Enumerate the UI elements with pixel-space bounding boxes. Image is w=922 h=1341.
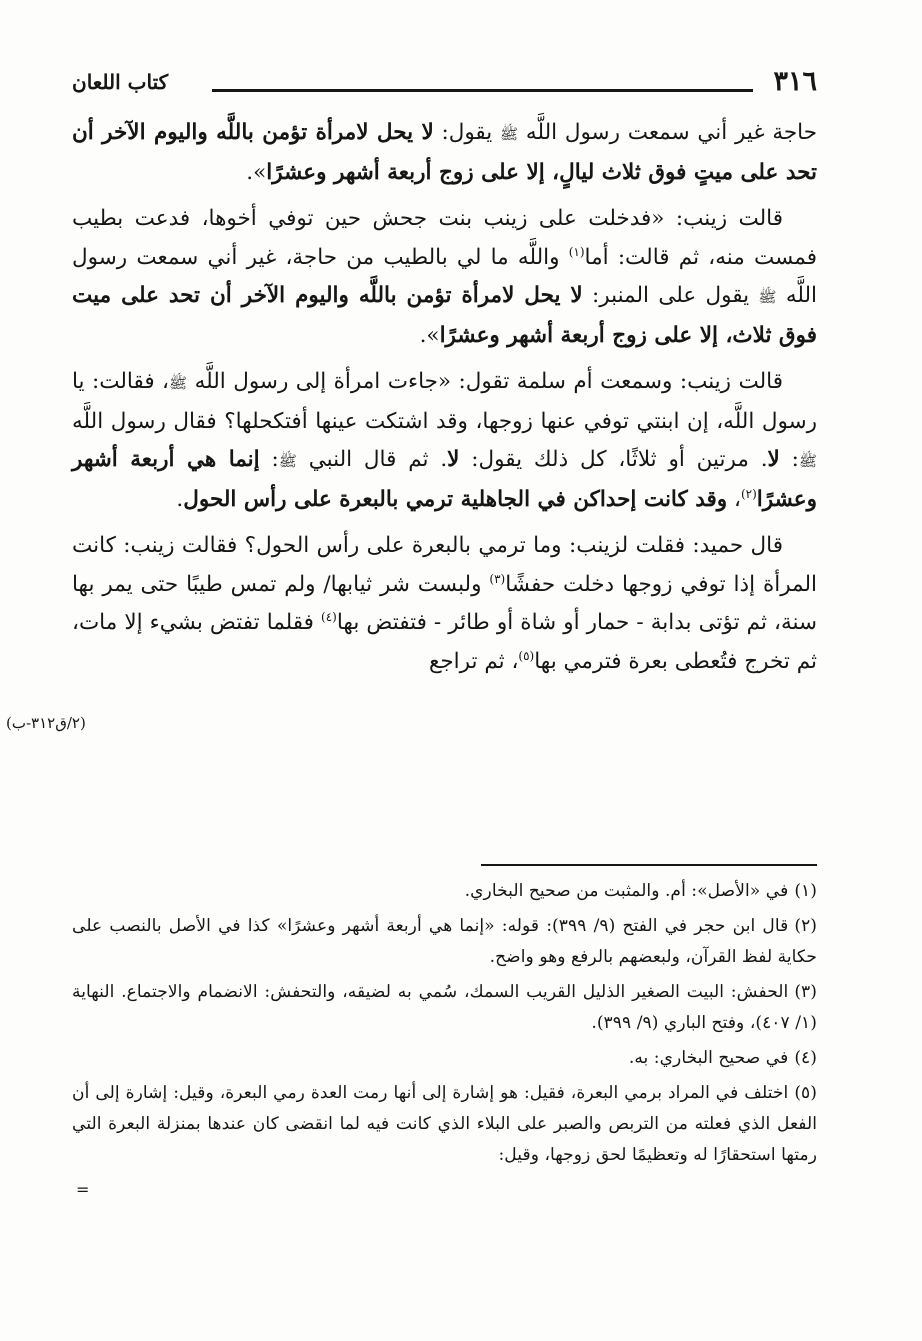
text-run: ، ثم تراجع	[428, 648, 519, 674]
text-run: .	[176, 486, 184, 512]
paragraph-3	[72, 363, 817, 519]
hadith-quote: إنما هي أربعة أشهر وعشرًا	[72, 447, 817, 512]
footnote-text: اختلف في المراد برمي البعرة، فقيل: هو إشارة إلى أنها رمت العدة رمي البعرة، وقيل: إشارة إلى أن الفعل الذي فعلته من التربص والصبر على البلاء الذي كانت فيه لما انقضى كان عندها بمنزلة البعرة التي رمتها استحقارًا له وتعظيمًا لحق زوجها، وقيل:	[72, 1083, 817, 1165]
salutation-glyph: ﷺ	[169, 374, 188, 392]
text-run: ،	[727, 486, 741, 512]
text-run: :	[779, 447, 799, 472]
manuscript-folio-note: (٢/ق٣١٢-ب)	[6, 714, 86, 732]
footnote-item	[72, 1043, 817, 1074]
text-run: . مرتين أو ثلاثًا، كل ذلك يقول:	[459, 447, 768, 472]
continuation-mark: =	[76, 1180, 90, 1199]
text-run: ، فقالت: يا رسول اللَّه، إن ابنتي توفي عنها زوجها، وقد اشتكت عينها أفتكحلها؟ فقال رسول اللَّه	[72, 369, 817, 434]
hadith-quote: وقد كانت إحداكن في الجاهلية ترمي بالبعرة على رأس الحول	[183, 486, 728, 512]
text-run: قالت زينب: «فدخلت على زينب بنت جحش حين توفي أخوها، فدعت بطيب فمست منه، ثم قالت: أما	[72, 206, 818, 270]
footnote-item	[72, 977, 817, 1039]
footnote-item	[72, 876, 817, 907]
footnote-number: (٥)	[794, 1083, 817, 1103]
header-rule	[212, 89, 753, 92]
hadith-quote: لا يحل لامرأة تؤمن باللَّه واليوم الآخر أن تحد على ميتٍ فوق ثلاث ليالٍ، إلا على زوج أربعة أشهر وعشرًا	[72, 120, 817, 185]
text-run: . ثم قال النبي	[308, 447, 448, 472]
text-run: ولبست شر ثيابها/ ولم تمس طيبًا حتى يمر بها سنة، ثم تؤتى بدابة - حمار أو شاة أو طائر - فتفتض بها	[72, 571, 817, 635]
text-run: فقلما تفتض بشيء إلا مات، ثم تخرج فتُعطى بعرة فترمي بها	[72, 610, 817, 674]
footnote-text: في صحيح البخاري: به.	[628, 1048, 789, 1068]
salutation-glyph: ﷺ	[798, 452, 817, 470]
footnote-separator	[481, 864, 817, 866]
text-run: حاجة غير أني سمعت رسول اللَّه	[525, 120, 817, 145]
footnote-item	[72, 911, 817, 973]
page-number: ٣١٦	[773, 66, 817, 97]
main-text	[72, 114, 817, 689]
paragraph-1	[72, 114, 817, 192]
footnote-number: (٤)	[794, 1048, 817, 1068]
footnote-item	[72, 1078, 817, 1171]
text-run: واللَّه ما لي بالطيب من حاجة، غير أني سمعت رسول اللَّه	[72, 244, 818, 308]
text-run: قالت زينب: وسمعت أم سلمة تقول: «جاءت امرأة إلى رسول اللَّه	[194, 369, 783, 394]
hadith-quote: لا	[447, 447, 460, 472]
footnote-ref[interactable]: (٥)	[518, 648, 535, 663]
text-run: يقول:	[433, 120, 501, 145]
footnote-ref[interactable]: (٣)	[489, 571, 506, 586]
footnote-text: قال ابن حجر في الفتح (٩/ ٣٩٩): قوله: «إنما هي أربعة أشهر وعشرًا» كذا في الأصل بالنصب على حكاية لفظ القرآن، ولبعضهم بالرفع وهو واضح.	[72, 916, 817, 967]
salutation-glyph: ﷺ	[758, 288, 777, 306]
footnote-ref[interactable]: (٤)	[321, 609, 337, 624]
paragraph-4	[72, 527, 817, 681]
salutation-glyph: ﷺ	[278, 452, 297, 470]
text-run: ».	[246, 159, 267, 185]
footnote-text: الحفش: البيت الصغير الذليل القريب السمك، سُمي به لضيقه، والتحفش: الانضمام والاجتماع. النهاية (١/ ٤٠٧)، وفتح الباري (٩/ ٣٩٩).	[72, 982, 817, 1033]
footnote-ref[interactable]: (١)	[568, 244, 585, 259]
text-run: :	[259, 447, 279, 472]
text-run: يقول على المنبر:	[582, 283, 759, 308]
footnote-text: في «الأصل»: أم. والمثبت من صحيح البخاري.	[464, 881, 789, 901]
hadith-quote: لا	[767, 447, 780, 472]
footnote-number: (١)	[794, 881, 817, 901]
running-title: كتاب اللعان	[72, 70, 169, 94]
text-run: قال حميد: فقلت لزينب: وما ترمي بالبعرة على رأس الحول؟ فقالت زينب: كانت المرأة إذا توفي زوجها دخلت حفشًا	[72, 533, 818, 597]
footnote-number: (٣)	[794, 982, 817, 1002]
salutation-glyph: ﷺ	[500, 125, 519, 143]
hadith-quote: لا يحل لامرأة تؤمن باللَّه واليوم الآخر أن تحد على ميت فوق ثلاث، إلا على زوج أربعة أشهر وعشرًا	[72, 283, 817, 348]
page-header	[72, 66, 817, 106]
text-run: ».	[419, 322, 440, 348]
footnotes	[72, 876, 817, 1175]
footnote-ref[interactable]: (٢)	[740, 486, 757, 501]
paragraph-2	[72, 200, 817, 355]
footnote-number: (٢)	[794, 916, 818, 936]
